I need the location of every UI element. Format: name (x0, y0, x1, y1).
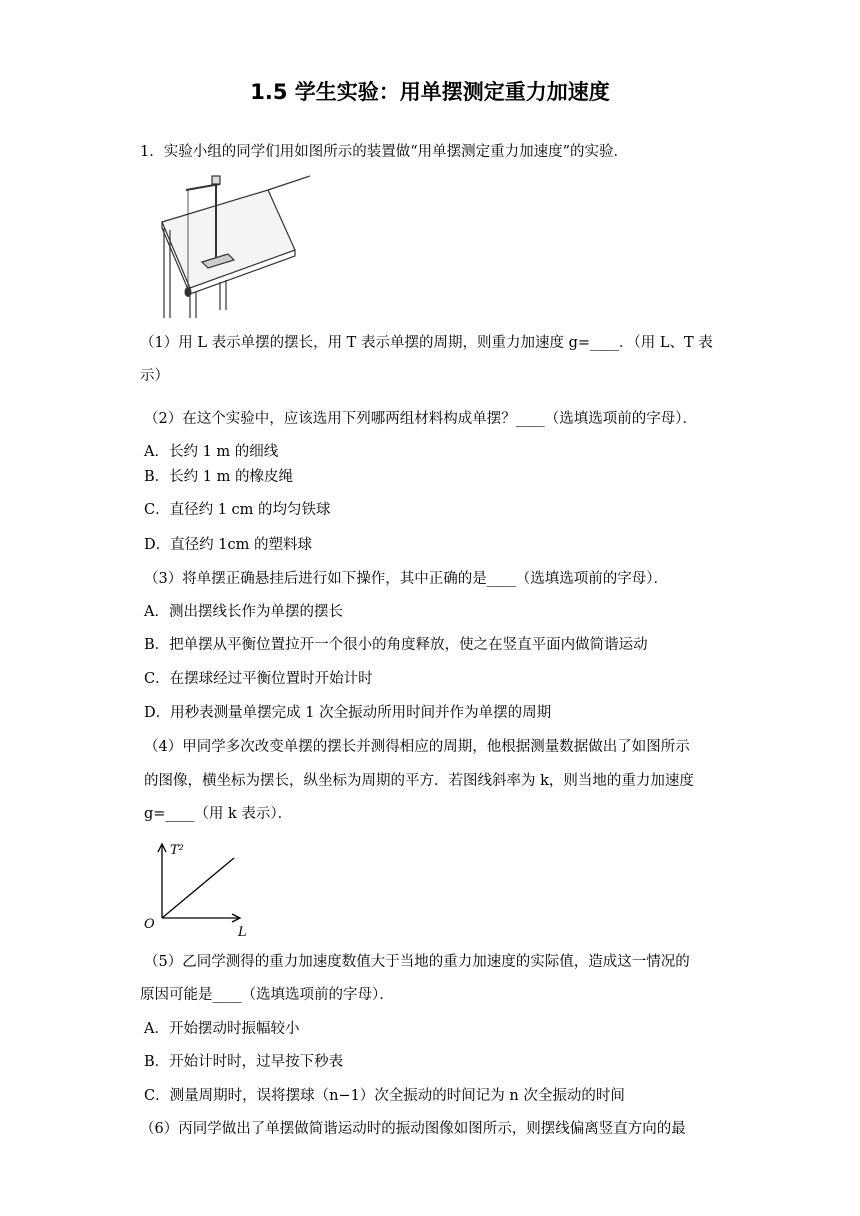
t-squared-vs-length-graph (138, 838, 258, 938)
q1-part4-line3: g=____（用 k 表示）． (144, 806, 293, 822)
q1-part4-line2: 的图像，横坐标为摆长，纵坐标为周期的平方．若图线斜率为 k，则当地的重力加速度 (144, 773, 694, 789)
q1-part2-option-b: B．长约 1 m 的橡皮绳 (144, 469, 293, 485)
q1-part3-option-a: A．测出摆线长作为单摆的摆长 (144, 604, 343, 620)
q1-part1-line2: 示） (140, 368, 169, 384)
graph-origin-label: O (144, 917, 155, 932)
q1-part2-option-d: D．直径约 1cm 的塑料球 (144, 537, 312, 553)
q1-part2: （2）在这个实验中，应该选用下列哪两组材料构成单摆？____（选填选项前的字母）． (144, 411, 697, 427)
pendulum-apparatus-figure (150, 170, 310, 320)
q1-part3: （3）将单摆正确悬挂后进行如下操作，其中正确的是____（选填选项前的字母）． (144, 571, 668, 587)
graph-line (162, 858, 234, 918)
q1-part5-option-c: C．测量周期时，误将摆球（n−1）次全振动的时间记为 n 次全振动的时间 (144, 1088, 625, 1104)
q1-part3-option-c: C．在摆球经过平衡位置时开始计时 (144, 671, 373, 687)
q1-part5-line1: （5）乙同学测得的重力加速度数值大于当地的重力加速度的实际值，造成这一情况的 (144, 954, 690, 970)
q1-part2-option-a: A．长约 1 m 的细线 (144, 444, 279, 460)
graph-y-axis-label: T² (170, 843, 184, 858)
q1-part5-option-b: B．开始计时时，过早按下秒表 (144, 1054, 344, 1070)
graph-x-axis-label: L (238, 925, 247, 938)
q1-part3-option-d: D．用秒表测量单摆完成 1 次全振动所用时间并作为单摆的周期 (144, 705, 552, 721)
q1-part6-line1: （6）丙同学做出了单摆做简谐运动时的振动图像如图所示，则摆线偏离竖直方向的最 (140, 1121, 686, 1137)
q1-part1-line1: （1）用 L 表示单摆的摆长，用 T 表示单摆的周期，则重力加速度 g=____．（用 L、T 表 (140, 335, 713, 351)
q1-part3-option-b: B．把单摆从平衡位置拉开一个很小的角度释放，使之在竖直平面内做简谐运动 (144, 637, 648, 653)
q1-part5-line2: 原因可能是____（选填选项前的字母）． (140, 987, 394, 1003)
q1-part2-option-c: C．直径约 1 cm 的均匀铁球 (144, 502, 331, 518)
page-title: 1.5 学生实验：用单摆测定重力加速度 (250, 80, 610, 104)
q1-part5-option-a: A．开始摆动时振幅较小 (144, 1021, 300, 1037)
question-1-stem: 1．实验小组的同学们用如图所示的装置做“用单摆测定重力加速度”的实验． (140, 144, 629, 160)
q1-part4-line1: （4）甲同学多次改变单摆的摆长并测得相应的周期，他根据测量数据做出了如图所示 (144, 739, 690, 755)
